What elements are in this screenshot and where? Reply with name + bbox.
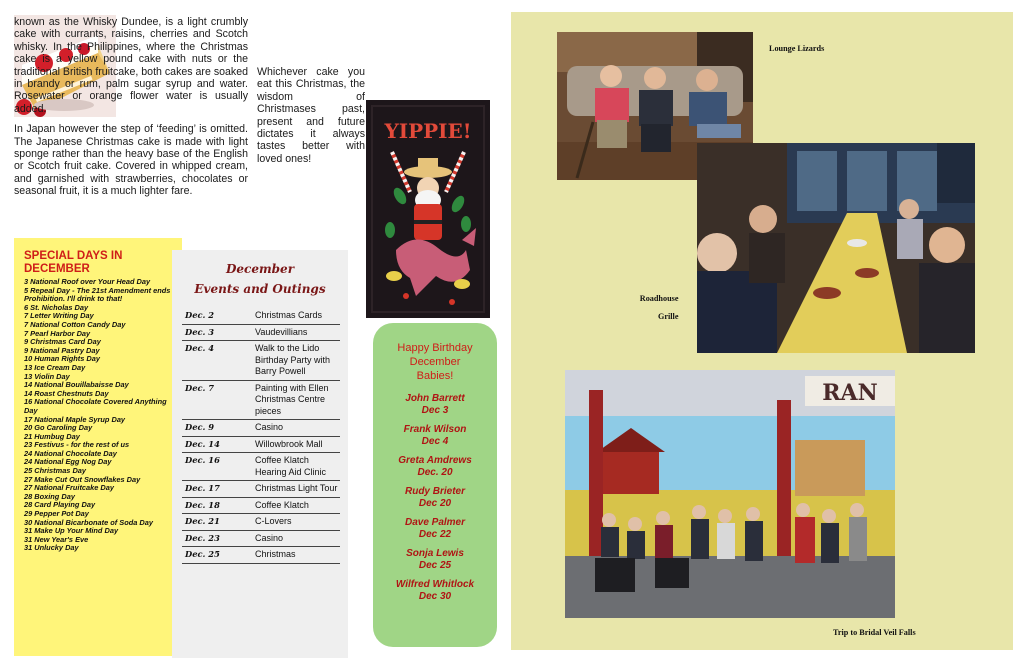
- birthday-name: Wilfred Whitlock: [395, 579, 475, 590]
- event-row: [182, 453, 340, 481]
- event-name: Casino: [255, 532, 284, 543]
- birthday-title-line1: Happy Birthday: [397, 342, 473, 354]
- special-day-item: 14 National Bouillabaisse Day: [24, 380, 129, 390]
- birthday-entry: [373, 579, 497, 603]
- event-name: Christmas: [255, 549, 296, 559]
- yippie-text: YIPPIE!: [384, 119, 472, 143]
- article-paragraph-1: known as the Whisky Dundee, is a light crumbly cake with currants, raisins, cherries and Scotch whisky. In the Philippines, where the Christmas cake is a yellow pound cake with nuts or the traditional British fruitcake, both cakes are soaked in brandy or rum, palm sugar syrup and water. Rosewater or orange flower water is usually added.: [14, 16, 248, 115]
- event-date: Dec. 9: [185, 422, 215, 432]
- event-row: [182, 481, 340, 498]
- event-name: Christmas Cards: [255, 310, 323, 320]
- event-date: Dec. 17: [185, 483, 220, 493]
- special-day-item: 7 Letter Writing Day: [24, 311, 94, 321]
- event-date: Dec. 7: [185, 382, 215, 393]
- birthday-date: Dec 20: [418, 498, 452, 509]
- birthday-date: Dec 4: [421, 436, 449, 447]
- event-name: Coffee Klatch: [255, 499, 309, 510]
- event-name: Vaudevillians: [255, 326, 308, 337]
- special-days-title-line2: DECEMBER: [24, 263, 90, 275]
- special-days-list: [14, 278, 182, 553]
- event-row: [182, 308, 340, 325]
- article-paragraph-2: In Japan however the step of ‘feeding’ is omitted. The Japanese Christmas cake is made with light sponge rather than the heavy base of the English or Scotch fruit cake. Covered in whipped cream, and garnished with strawberries, chocolates or seasonal fruit, it is a much lighter fare.: [14, 123, 248, 198]
- event-date: Dec. 2: [185, 310, 215, 320]
- article-column-1: [14, 16, 248, 206]
- events-title: [172, 259, 348, 299]
- event-row: [182, 514, 340, 531]
- right-page: [511, 12, 1013, 650]
- birthday-name: Sonja Lewis: [406, 548, 464, 559]
- birthday-date: Dec 22: [418, 529, 452, 540]
- special-day-item: 17 National Maple Syrup Day: [24, 414, 126, 424]
- event-name: Walk to the Lido Birthday Party with Barry Powell: [255, 343, 331, 376]
- birthday-name: John Barrett: [405, 393, 465, 404]
- special-day-item: 25 Christmas Day: [24, 466, 87, 476]
- special-day-item: 20 Go Caroling Day: [24, 423, 93, 433]
- birthday-title-line2: December: [409, 356, 461, 368]
- special-day-item: 10 Human Rights Day: [24, 354, 100, 364]
- event-date: Dec. 3: [185, 326, 215, 337]
- special-day-item: 29 Pepper Pot Day: [24, 509, 89, 519]
- article-paragraph-3: Whichever cake you eat this Christmas, the wisdom of Christmases past, present and future dictates it always tastes better with loved ones!: [257, 66, 365, 165]
- special-day-item: 7 National Cotton Candy Day: [24, 319, 126, 329]
- special-day-item: 24 National Egg Nog Day: [24, 457, 112, 467]
- event-row: [182, 531, 340, 548]
- birthday-date: Dec 3: [421, 405, 449, 416]
- special-day-item: 28 Boxing Day: [24, 491, 75, 501]
- special-day-item: 16 National Chocolate Covered Anything Day: [24, 397, 167, 415]
- roadhouse-caption-line1: Roadhouse: [639, 294, 679, 303]
- special-day-item: 28 Card Playing Day: [24, 500, 96, 510]
- events-title-line1: December: [225, 262, 295, 276]
- event-date: Dec. 25: [185, 549, 220, 559]
- birthday-name: Frank Wilson: [403, 424, 467, 435]
- special-day-item: 30 National Bicarbonate of Soda Day: [24, 517, 153, 527]
- bridal-veil-falls-photo: [565, 370, 895, 618]
- event-row: [182, 437, 340, 454]
- sign-text: RAN: [822, 380, 878, 406]
- bridal-veil-falls-caption: Trip to Bridal Veil Falls: [833, 628, 916, 637]
- special-days-title: [24, 250, 182, 276]
- special-day-item: 14 Roast Chestnuts Day: [24, 388, 109, 398]
- birthday-entry: [373, 517, 497, 541]
- birthday-date: Dec 30: [418, 591, 452, 602]
- event-row: [182, 420, 340, 437]
- lounge-lizards-caption: Lounge Lizards: [769, 44, 825, 53]
- birthday-entry: [373, 548, 497, 572]
- event-name: Coffee Klatch Hearing Aid Clinic: [255, 455, 327, 477]
- event-date: Dec. 23: [185, 532, 220, 543]
- special-day-item: 21 Humbug Day: [24, 431, 80, 441]
- article-column-2: [257, 66, 365, 173]
- left-page: [0, 0, 508, 660]
- special-day-item: 27 Make Cut Out Snowflakes Day: [24, 474, 141, 484]
- event-row: [182, 325, 340, 342]
- special-day-item: 27 National Fruitcake Day: [24, 483, 114, 493]
- special-day-item: 7 Pearl Harbor Day: [24, 328, 91, 338]
- event-date: Dec. 16: [185, 455, 220, 465]
- event-name: C-Lovers: [255, 516, 292, 526]
- event-date: Dec. 21: [185, 516, 220, 526]
- special-day-item: 24 National Chocolate Day: [24, 448, 117, 458]
- event-date: Dec. 4: [185, 343, 215, 353]
- event-name: Willowbrook Mall: [255, 438, 323, 449]
- birthday-entry: [373, 424, 497, 448]
- event-name: Christmas Light Tour: [255, 483, 338, 493]
- special-day-item: 9 Christmas Card Day: [24, 337, 101, 347]
- birthday-list: [373, 393, 497, 603]
- special-days-panel: [14, 238, 182, 656]
- event-date: Dec. 18: [185, 499, 220, 510]
- birthday-entry: [373, 486, 497, 510]
- birthday-title-line3: Babies!: [416, 370, 454, 382]
- birthday-entry: [373, 393, 497, 417]
- special-day-item: 6 St. Nicholas Day: [24, 302, 89, 312]
- event-row: [182, 381, 340, 421]
- event-row: [182, 547, 340, 564]
- birthday-date: Dec. 20: [417, 467, 453, 478]
- birthday-name: Greta Amdrews: [398, 455, 472, 466]
- special-day-item: 31 New Year's Eve: [24, 534, 89, 544]
- birthday-date: Dec 25: [418, 560, 452, 571]
- event-row: [182, 498, 340, 515]
- special-day-item: 31 Unlucky Day: [24, 543, 79, 553]
- special-day-item: 13 Ice Cream Day: [24, 362, 86, 372]
- birthday-name: Dave Palmer: [404, 517, 466, 528]
- roadhouse-grille-photo: [697, 143, 975, 353]
- special-day-item: 3 National Roof over Your Head Day: [24, 277, 151, 286]
- birthday-panel: [373, 323, 497, 647]
- special-day-item: 23 Festivus - for the rest of us: [24, 440, 130, 450]
- roadhouse-grille-caption: [636, 294, 678, 321]
- birthday-title: [373, 341, 497, 383]
- events-table: [182, 308, 340, 564]
- special-day-item: 9 National Pastry Day: [24, 345, 100, 355]
- event-row: [182, 341, 340, 381]
- special-days-title-line1: SPECIAL DAYS IN: [24, 250, 123, 262]
- special-day-item: 5 Repeal Day - The 21st Amendment ends Prohibition. I'll drink to that!: [24, 285, 171, 304]
- event-name: Casino: [255, 422, 284, 432]
- events-title-line2: Events and Outings: [194, 282, 326, 296]
- yippie-christmas-card: [366, 100, 490, 318]
- special-day-item: 13 Violin Day: [24, 371, 70, 381]
- event-name: Painting with Ellen Christmas Centre pieces: [255, 382, 329, 416]
- birthday-entry: [373, 455, 497, 479]
- event-date: Dec. 14: [185, 438, 220, 449]
- special-day-item: 31 Make Up Your Mind Day: [24, 526, 119, 536]
- events-panel: [172, 250, 348, 658]
- birthday-name: Rudy Brieter: [404, 486, 465, 497]
- roadhouse-caption-line2: Grille: [658, 312, 679, 321]
